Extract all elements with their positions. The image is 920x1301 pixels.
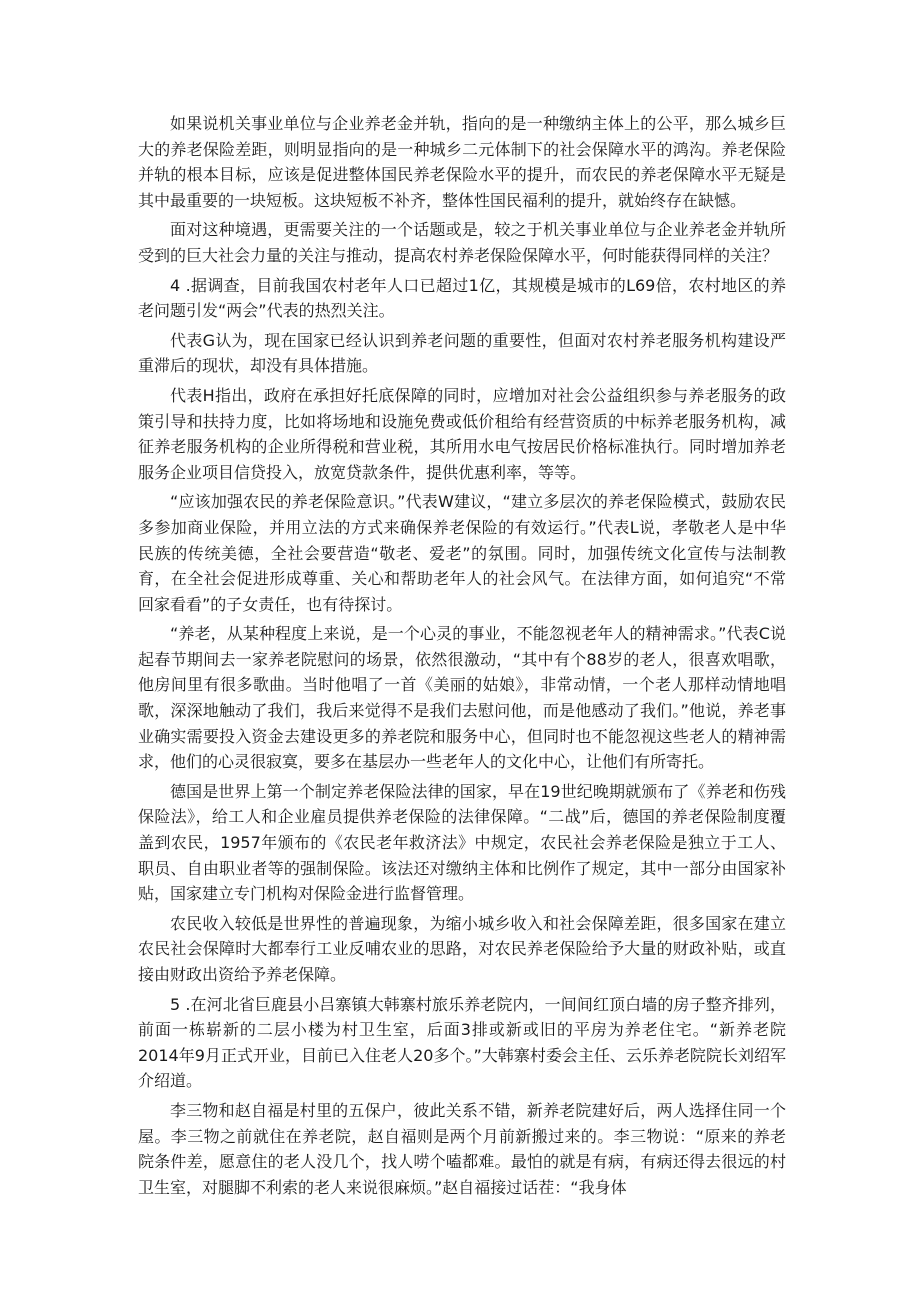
paragraph: “应该加强农民的养老保险意识。”代表W建议，“建立多层次的养老保险模式，鼓励农民多参加商业保险，并用立法的方式来确保养老保险的有效运行。”代表L说，孝敬老人是中华民族的传统美德，全社会要营造“敬老、爱老”的氛围。同时，加强传统文化宣传与法制教育，在全社会促进形成尊重、关心和帮助老年人的社会风气。在法律方面，如何追究“不常回家看看”的子女责任，也有待探讨。 [138, 492, 786, 614]
paragraph: 李三物和赵自福是村里的五保户，彼此关系不错，新养老院建好后，两人选择住同一个屋。李三物之前就住在养老院，赵自福则是两个月前新搬过来的。李三物说：“原来的养老院条件差，愿意住的老人没几个，找人唠个嗑都难。最怕的就是有病，有病还得去很远的村卫生室，对腿脚不利索的老人来说很麻烦。”赵自福接过话茬：“我身体 [138, 1100, 786, 1197]
paragraph: 如果说机关事业单位与企业养老金并轨，指向的是一种缴纳主体上的公平，那么城乡巨大的养老保险差距，则明显指向的是一种城乡二元体制下的社会保障水平的鸿沟。养老保险并轨的根本目标，应该是促进整体国民养老保险水平的提升，而农民的养老保障水平无疑是其中最重要的一块短板。这块短板不补齐，整体性国民福利的提升，就始终存在缺憾。 [138, 114, 786, 210]
paragraph: 面对这种境遇，更需要关注的一个话题或是，较之于机关事业单位与企业养老金并轨所受到的巨大社会力量的关注与推动，提高农村养老保险保障水平，何时能获得同样的关注？ [138, 220, 786, 265]
paragraph: “养老，从某种程度上来说，是一个心灵的事业，不能忽视老年人的精神需求。”代表C说起春节期间去一家养老院慰问的场景，依然很激动，“其中有个88岁的老人，很喜欢唱歌，他房间里有很多歌曲。当时他唱了一首《美丽的姑娘》，非常动情，一个老人那样动情地唱歌，深深地触动了我们，我后来觉得不是我们去慰问他，而是他感动了我们。”他说，养老事业确实需要投入资金去建设更多的养老院和服务中心，但同时也不能忽视这些老人的精神需求，他们的心灵很寂寞，要多在基层办一些老年人的文化中心，让他们有所寄托。 [138, 624, 786, 772]
paragraph: 5 .在河北省巨鹿县小吕寨镇大韩寨村旅乐养老院内，一间间红顶白墙的房子整齐排列，前面一栋崭新的二层小楼为村卫生室，后面3排或新或旧的平房为养老住宅。“新养老院2014年9月正式开业，目前已入住老人20多个。”大韩寨村委会主任、云乐养老院院长刘绍军介绍道。 [138, 994, 786, 1091]
paragraph: 德国是世界上第一个制定养老保险法律的国家，早在19世纪晚期就颁布了《养老和伤残保险法》，给工人和企业雇员提供养老保险的法律保障。“二战”后，德国的养老保险制度覆盖到农民，1957年颁布的《农民老年救济法》中规定，农民社会养老保险是独立于工人、职员、自由职业者等的强制保险。该法还对缴纳主体和比例作了规定，其中一部分由国家补贴，国家建立专门机构对保险金进行监督管理。 [138, 781, 786, 904]
paragraph: 农民收入较低是世界性的普遍现象，为缩小城乡收入和社会保障差距，很多国家在建立农民社会保障时大都奉行工业反哺农业的思路，对农民养老保险给予大量的财政补贴，或直接由财政出资给予养老保障。 [138, 913, 786, 984]
paragraph: 4 .据调查，目前我国农村老年人口已超过1亿，其规模是城市的L69倍，农村地区的养老问题引发“两会”代表的热烈关注。 [138, 275, 786, 321]
paragraph: 代表G认为，现在国家已经认识到养老问题的重要性，但面对农村养老服务机构建设严重滞后的现状，却没有具体措施。 [138, 330, 786, 376]
document-body [138, 111, 786, 1204]
paragraph: 代表H指出，政府在承担好托底保障的同时，应增加对社会公益组织参与养老服务的政策引导和扶持力度，比如将场地和设施免费或低价租给有经营资质的中标养老服务机构，减征养老服务机构的企业所得税和营业税，其所用水电气按居民价格标准执行。同时增加养老服务企业项目信贷投入，放宽贷款条件，提供优惠利率，等等。 [138, 385, 786, 482]
